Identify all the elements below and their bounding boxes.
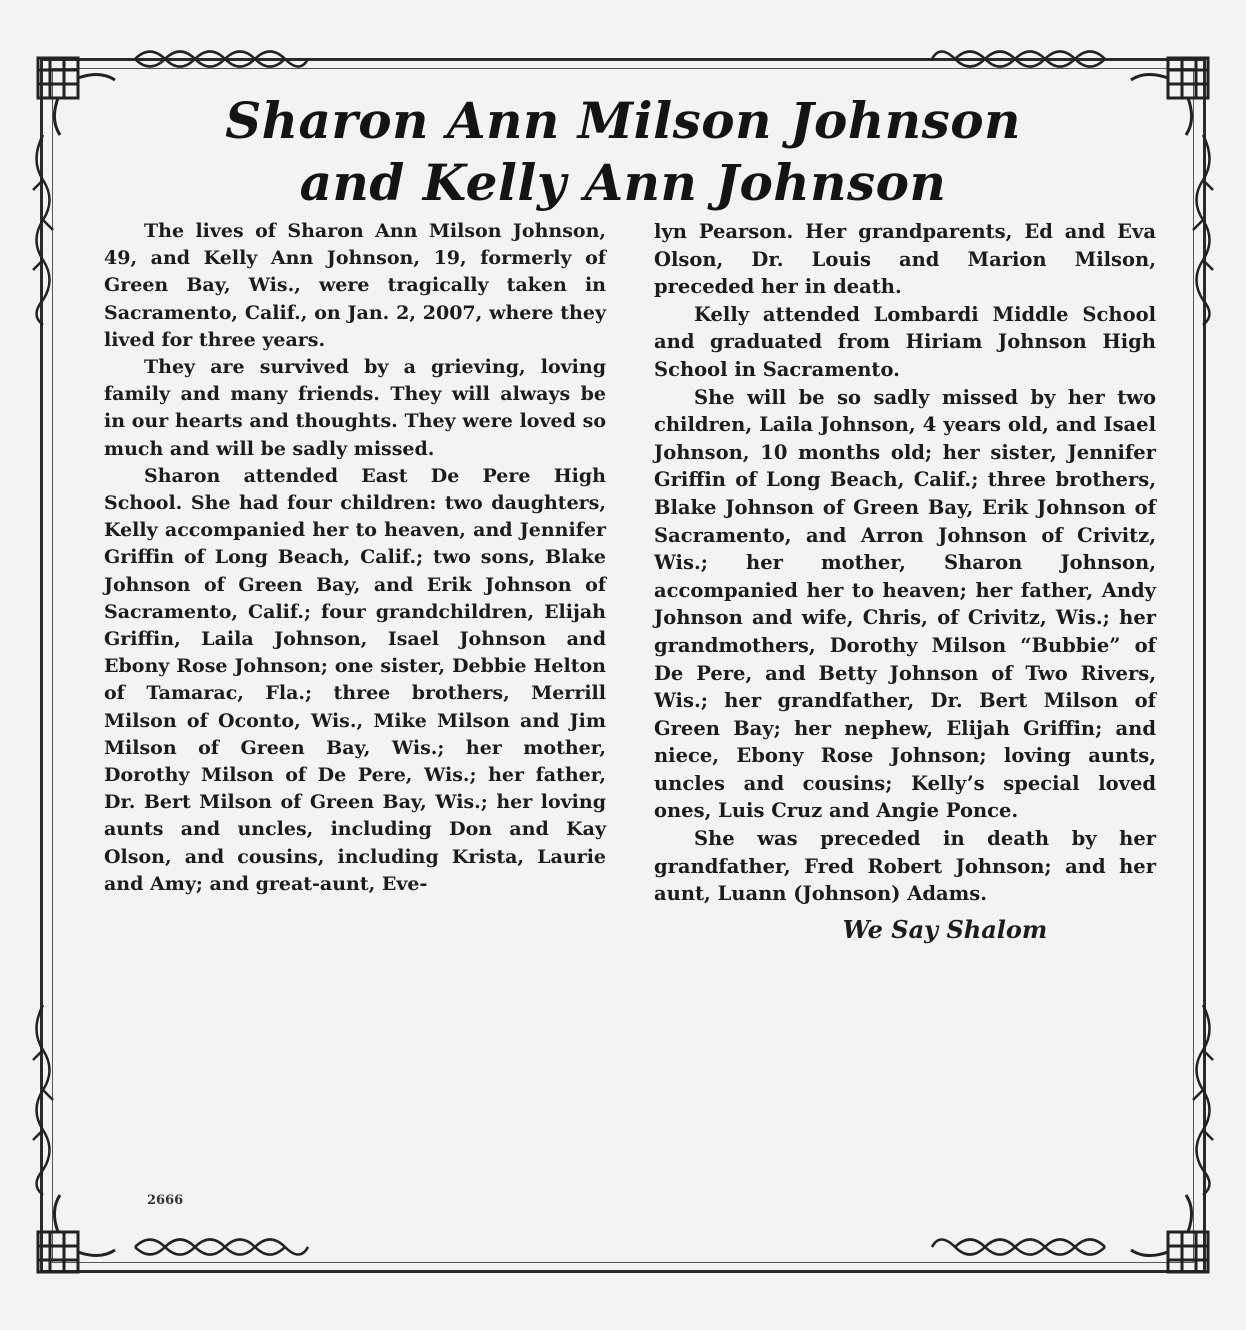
paragraph: lyn Pearson. Her grandparents, Ed and Eva Olson, Dr. Louis and Marion Milson, preceded her in death. [654, 220, 1156, 299]
scroll-flourish-icon [1188, 130, 1218, 330]
headline-line-2: and Kelly Ann Johnson [299, 153, 947, 212]
scroll-flourish-icon [28, 1000, 58, 1200]
paragraph: They are survived by a grieving, loving family and many friends. They will always be in our hearts and thoughts. They were loved so much and will be sadly missed. [104, 356, 606, 460]
signoff: We Say Shalom [842, 914, 1048, 944]
right-column [654, 218, 1156, 943]
chain-flourish-icon [130, 44, 310, 74]
paragraph: She will be so sadly missed by her two children, Laila Johnson, 4 years old, and Isael Johnson, 10 months old; her sister, Jennifer Griffin of Long Beach, Calif.; three brothers, Blake Johnson of Green Bay, Erik Johnson of Sacramento, and Arron Johnson of Crivitz, Wis.; her mother, Sharon Johnson, accompanied her to heaven; her father, Andy Johnson and wife, Chris, of Crivitz, Wis.; her grandmothers, Dorothy Milson “Bubbie” of De Pere, and Betty Johnson of Two Rivers, Wis.; her grandfather, Dr. Bert Milson of Green Bay; her nephew, Elijah Griffin; and niece, Ebony Rose Johnson; loving aunts, uncles and cousins; Kelly’s special loved ones, Luis Cruz and Angie Ponce. [654, 385, 1156, 823]
chain-flourish-icon [930, 44, 1110, 74]
paragraph: The lives of Sharon Ann Milson Johnson, 49, and Kelly Ann Johnson, 19, formerly of Green Bay, Wis., were tragically taken in Sacramento, Calif., on Jan. 2, 2007, where they lived for three years. [104, 220, 606, 351]
paragraph: Kelly attended Lombardi Middle School and graduated from Hiriam Johnson High School in Sacramento. [654, 302, 1156, 381]
headline-line-1: Sharon Ann Milson Johnson [225, 91, 1021, 150]
left-column [104, 218, 606, 898]
paragraph: She was preceded in death by her grandfather, Fred Robert Johnson; and her aunt, Luann (Johnson) Adams. [654, 827, 1156, 906]
scroll-flourish-icon [28, 130, 58, 330]
chain-flourish-icon [130, 1232, 310, 1262]
scroll-flourish-icon [1188, 1000, 1218, 1200]
notice-code: 2666 [147, 1193, 184, 1208]
paragraph: Sharon attended East De Pere High School. She had four children: two daughters, Kelly accompanied her to heaven, and Jennifer Griffin of Long Beach, Calif.; two sons, Blake Johnson of Green Bay, and Erik Johnson of Sacramento, Calif.; four grandchildren, Elijah Griffin, Laila Johnson, Isael Johnson and Ebony Rose Johnson; one sister, Debbie Helton of Tamarac, Fla.; three brothers, Merrill Milson of Oconto, Wis., Mike Milson and Jim Milson of Green Bay, Wis.; her mother, Dorothy Milson of De Pere, Wis.; her father, Dr. Bert Milson of Green Bay, Wis.; her loving aunts and uncles, including Don and Kay Olson, and cousins, including Krista, Laurie and Amy; and great-aunt, Eve- [104, 464, 606, 895]
chain-flourish-icon [930, 1232, 1110, 1262]
